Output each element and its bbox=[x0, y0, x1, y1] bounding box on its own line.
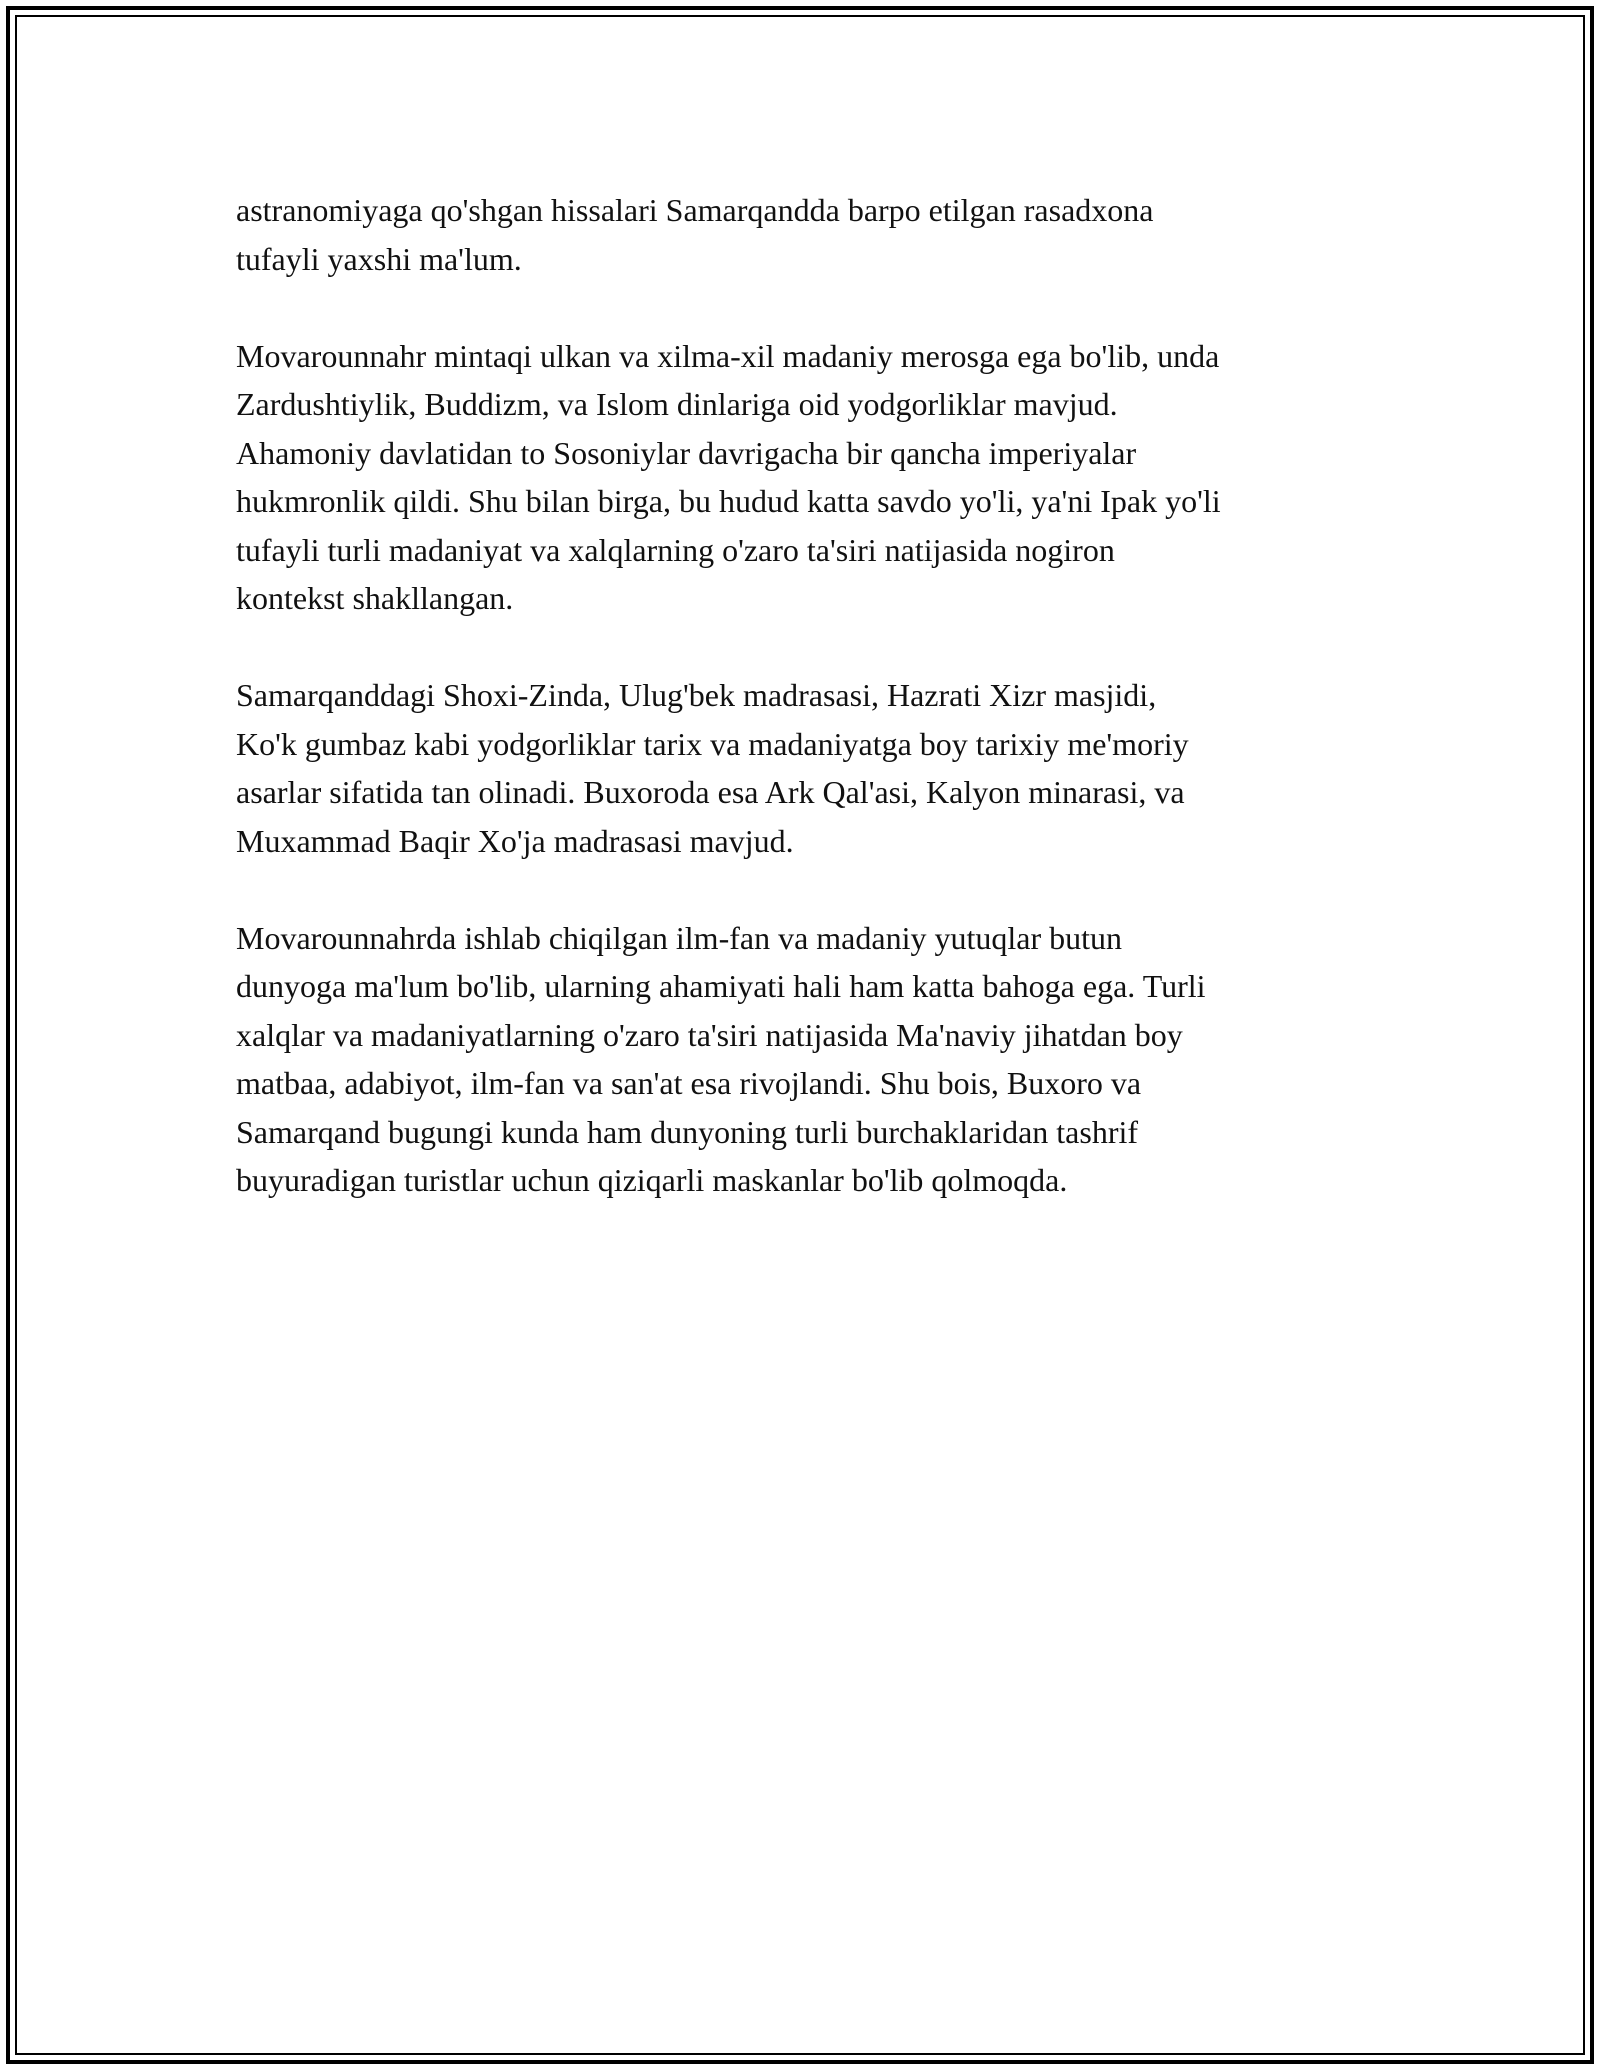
paragraph-3: Samarqanddagi Shoxi-Zinda, Ulug'bek madrasasi, Hazrati Xizr masjidi, Ko'k gumbaz kabi yodgorliklar tarix va madaniyatga boy tarixiy me'moriy asarlar sifatida tan olinadi. Buxoroda esa Ark Qal'asi, Kalyon minarasi, va Muxammad Baqir Xo'ja madrasasi mavjud. bbox=[236, 677, 1189, 859]
paragraph-2: Movarounnahr mintaqi ulkan va xilma-xil madaniy merosga ega bo'lib, unda Zardushtiylik, Buddizm, va Islom dinlariga oid yodgorliklar mavjud. Ahamoniy davlatidan to Sosoniylar davrigacha bir qancha imperiyalar hukmronlik qildi. Shu bilan birga, bu hudud katta savdo yo'li, ya'ni Ipak yo'li tufayli turli madaniyat va xalqlarning o'zaro ta'siri natijasida nogiron kontekst shakllangan. bbox=[236, 337, 1221, 616]
document-body bbox=[236, 186, 1386, 1253]
paragraph-1: astranomiyaga qo'shgan hissalari Samarqandda barpo etilgan rasadxona tufayli yaxshi ma'lum. bbox=[236, 192, 1154, 277]
paragraph-4: Movarounnahrda ishlab chiqilgan ilm-fan va madaniy yutuqlar butun dunyoga ma'lum bo'lib, ularning ahamiyati hali ham katta bahoga ega. Turli xalqlar va madaniyatlarning o'zaro ta'siri natijasida Ma'naviy jihatdan boy matbaa, adabiyot, ilm-fan va san'at esa rivojlandi. Shu bois, Buxoro va Samarqand bugungi kunda ham dunyoning turli burchaklaridan tashrif buyuradigan turistlar uchun qiziqarli maskanlar bo'lib qolmoqda. bbox=[236, 919, 1206, 1198]
